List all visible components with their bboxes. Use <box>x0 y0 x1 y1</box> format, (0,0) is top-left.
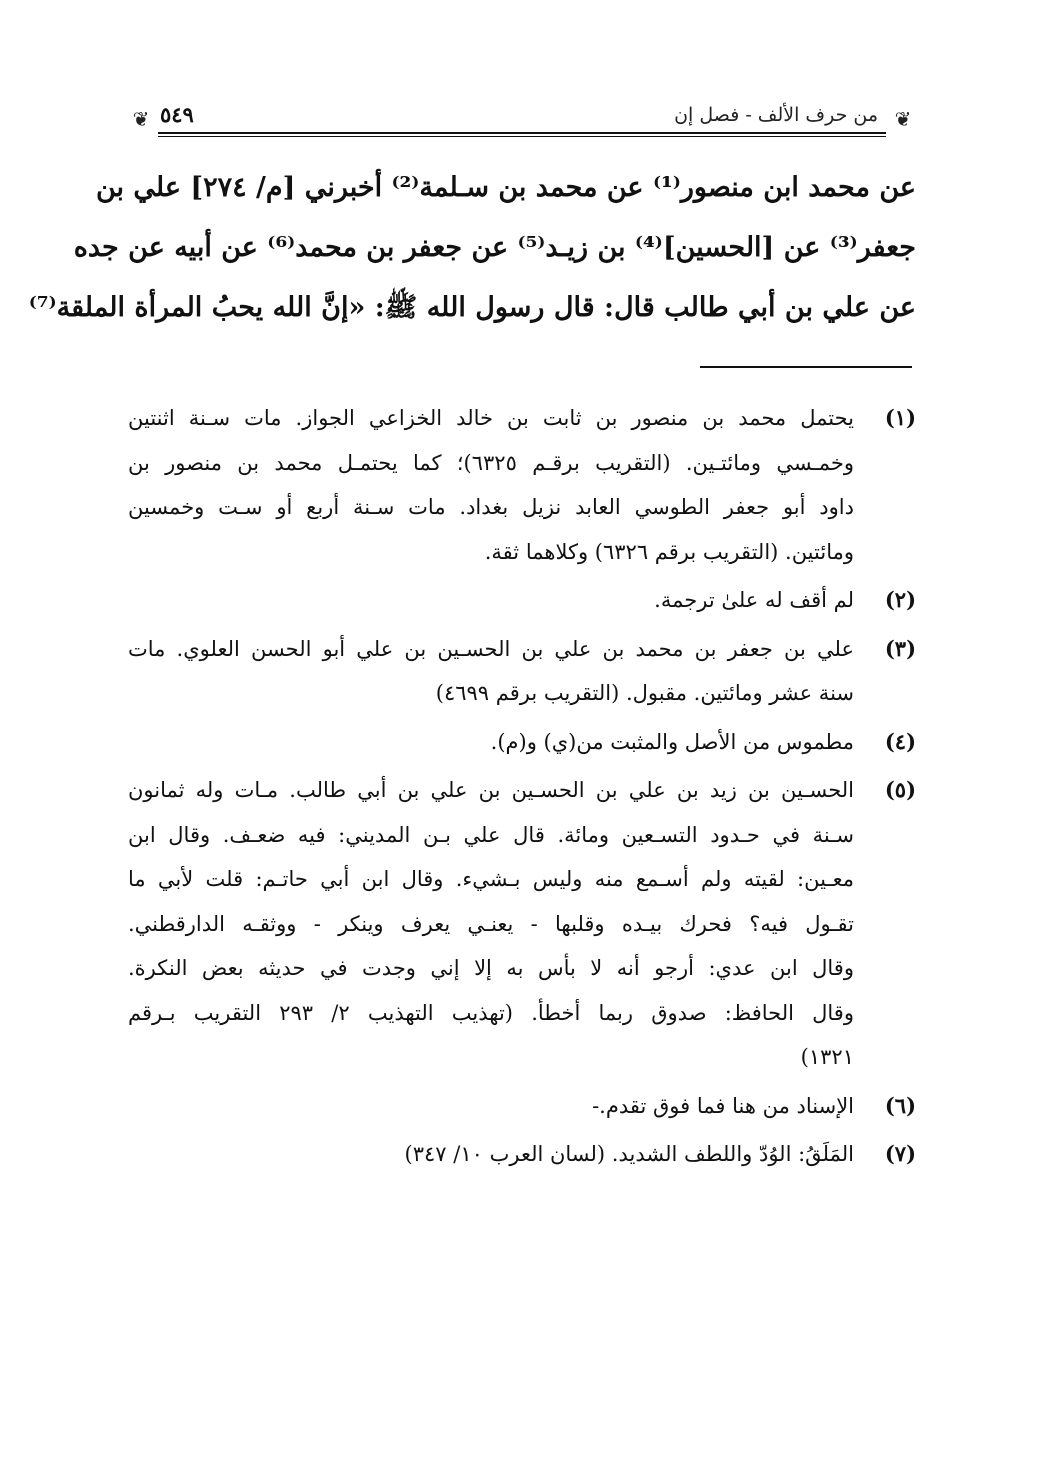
footnote-number: (٧) <box>884 1141 916 1166</box>
footnote-separator <box>700 366 912 368</box>
footnotes <box>128 396 916 1181</box>
footnote <box>128 627 916 716</box>
footnote-line: ١٣٢١) <box>800 1045 854 1069</box>
floral-ornament-icon: ❦ <box>894 107 912 131</box>
footnote-line: الحسـين بن زيد بن علي بن الحسـين بن علي بن أبي طالب. مـات وله ثمانون <box>128 778 854 802</box>
footnote-number: (٣) <box>884 635 916 661</box>
footnote <box>128 720 916 765</box>
footnote-line: تقـول فيه؟ فحرك بيـده وقلبها - يعنـي يعرف وينكر - ووثقـه الدارقطني. <box>128 911 854 936</box>
footnote-text <box>128 396 854 574</box>
footnote-line: علي بن جعفر بن محمد بن علي بن الحسـين بن علي أبو الحسن العلوي. مات <box>128 636 854 661</box>
header-rule <box>158 132 886 137</box>
page-number: ٥٤٩ <box>156 102 198 127</box>
floral-ornament-icon: ❦ <box>132 107 150 131</box>
footnote-line: سـنة في حـدود التسـعين ومائة. قال علي بـن المديني: فيه ضعـف. وقال ابن <box>128 822 854 847</box>
footnote-line: وقال الحافظ: صدوق ربما أخطأ. (تهذيب التهذيب ٢/ ٢٩٣ التقريب بـرقم <box>128 1000 854 1025</box>
footnote-line: وقال ابن عدي: أرجو أنه لا بأس به إلا إني وجدت في حديثه بعض النكرة. <box>128 956 854 980</box>
footnote <box>128 768 916 1080</box>
footnote-number: (٥) <box>884 777 916 802</box>
main-text-line: عن علي بن أبي طالب قال: قال رسول الله ﷺ: «إنَّ الله يحبُ المرأة الملقة⁽⁷⁾ <box>28 292 916 323</box>
footnote-number: (١) <box>884 405 916 430</box>
footnote-number: (٤) <box>884 728 916 754</box>
footnote-text <box>128 768 854 1080</box>
footnote-line: مطموس من الأصل والمثبت من(ي) و(م). <box>490 729 854 754</box>
footnote-line: يحتمل محمد بن منصور بن ثابت بن خالد الخزاعي الجواز. مات سـنة اثنتين <box>128 406 854 430</box>
running-header-title: من حرف الألف - فصل إن <box>670 104 882 126</box>
footnote-line: معـين: لقيته ولم أسـمع منه وليس بـشيء. وقال ابن أبي حاتـم: قلت لأبي ما <box>128 867 854 891</box>
footnote <box>128 396 916 574</box>
footnote-text <box>128 1132 854 1177</box>
footnote-line: داود أبو جعفر الطوسي العابد نزيل بغداد. مات سـنة أربع أو سـت وخمسين <box>128 495 854 519</box>
footnote-text <box>128 720 854 765</box>
footnote-line: وخمـسي ومائتـين. (التقريب برقـم ٦٣٢٥)؛ كما يحتمـل محمد بن منصور بن <box>128 450 854 475</box>
footnote-text <box>128 1084 854 1129</box>
footnote <box>128 578 916 623</box>
footnote <box>128 1132 916 1177</box>
footnote-line: الإسناد من هنا فما فوق تقدم.- <box>592 1093 854 1118</box>
footnote <box>128 1084 916 1129</box>
footnote-line: سنة عشر ومائتين. مقبول. (التقريب برقم ٤٦٩٩) <box>435 681 854 705</box>
footnote-text <box>128 578 854 623</box>
footnote-number: (٢) <box>884 587 916 612</box>
footnote-number: (٦) <box>884 1092 916 1118</box>
main-text-line: جعفر⁽³⁾ عن [الحسين]⁽⁴⁾ بن زيـد⁽⁵⁾ عن جعفر بن محمد⁽⁶⁾ عن أبيه عن جده <box>73 232 916 263</box>
footnote-text <box>128 627 854 716</box>
main-text <box>28 158 916 338</box>
page-header <box>128 100 916 140</box>
footnote-line: المَلَقُ: الوُدّ واللطف الشديد. (لسان العرب ١٠/ ٣٤٧) <box>404 1142 854 1166</box>
main-text-line: عن محمد ابن منصور⁽¹⁾ عن محمد بن سـلمة⁽²⁾ أخبرني [م/ ٢٧٤] علي بن <box>95 172 916 203</box>
footnote-line: لم أقف له علىٰ ترجمة. <box>654 588 854 612</box>
footnote-line: ومائتين. (التقريب برقم ٦٣٢٦) وكلاهما ثقة. <box>484 539 854 564</box>
